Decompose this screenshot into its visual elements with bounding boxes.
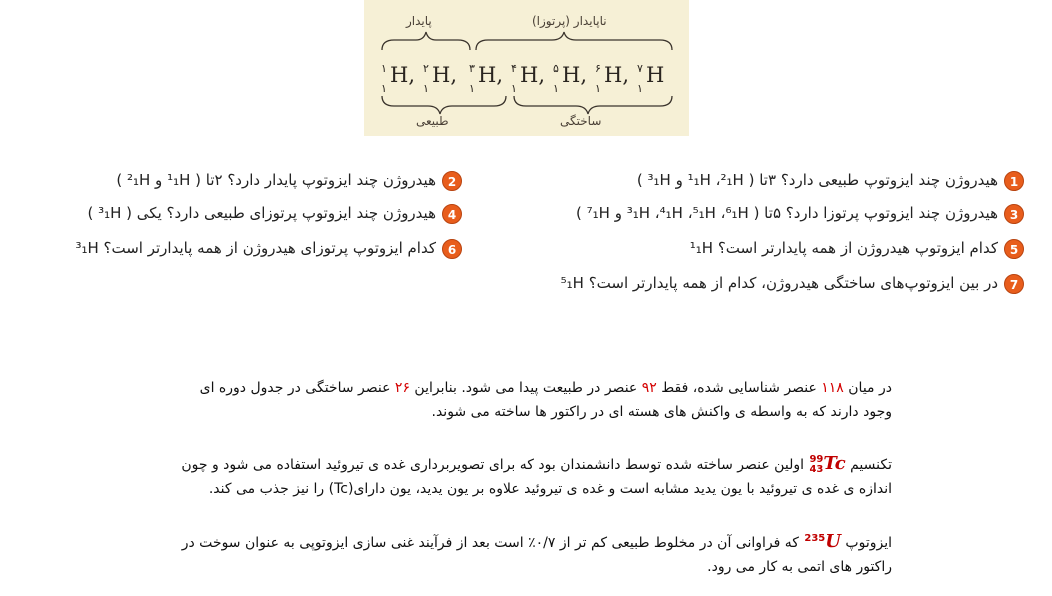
question-3-text: هیدروژن چند ایزوتوپ پرتوزا دارد؟ ۵تا ( ³₁H ،⁴₁H ،⁵₁H ،⁶₁H و ⁷₁H ) bbox=[576, 204, 998, 222]
isotope-h6: ۶ ۱ H, bbox=[595, 62, 630, 95]
label-stable: پایدار bbox=[406, 14, 432, 28]
isotope-h7: ۷ ۱ H bbox=[637, 62, 665, 95]
question-1-text: هیدروژن چند ایزوتوپ طبیعی دارد؟ ۳تا ( ¹₁H ،²₁H و ³₁H ) bbox=[636, 171, 998, 189]
p1-number-26: ۲۶ bbox=[394, 380, 410, 396]
question-1 bbox=[637, 168, 1024, 192]
paragraph-technetium bbox=[172, 452, 892, 501]
isotope-list bbox=[380, 60, 680, 94]
p2-text: اولین عنصر ساخته شده توسط دانشمندان بود که برای تصویربرداری غده ی تیروئید استفاده می شود و چون اندازه ی غده ی تیروئید با یون یدید مشابه است و غده ی تیروئید علاوه بر یون یدید، یون دارای(Tc) را نیز جذب می کند. bbox=[181, 457, 892, 497]
u-mass: 235 bbox=[804, 533, 826, 544]
p3-word: ایزوتوپ bbox=[845, 535, 892, 551]
isotope-h3: ۳ ۱ H, bbox=[469, 62, 504, 95]
label-synthetic: ساختگی bbox=[560, 114, 602, 128]
u-symbol: U bbox=[825, 531, 841, 552]
question-2 bbox=[116, 168, 462, 192]
number-badge-5: 5 bbox=[1004, 239, 1024, 259]
question-4-text: هیدروژن چند ایزوتوپ پرتوزای طبیعی دارد؟ یکی ( ³₁H ) bbox=[87, 204, 436, 222]
question-7 bbox=[561, 271, 1024, 295]
isotope-h1: ۱ ۱ H, bbox=[381, 62, 416, 95]
number-badge-1: 1 bbox=[1004, 171, 1024, 191]
question-6 bbox=[75, 236, 462, 260]
question-6-text: کدام ایزوتوپ پرتوزای هیدروژن از همه پایدارتر است؟ ³₁H bbox=[75, 239, 436, 257]
question-7-text: در بین ایزوتوپ‌های ساختگی هیدروژن، کدام از همه پایدارتر است؟ ⁵₁H bbox=[560, 274, 998, 292]
p1-text-c: عنصر در طبیعت پیدا می شود. بنابراین bbox=[409, 380, 642, 396]
question-3 bbox=[576, 201, 1024, 225]
p1-text-a: در میان bbox=[843, 380, 892, 396]
isotope-h4: ۴ ۱ H, bbox=[511, 62, 546, 95]
isotope-h2: ۲ ۱ H, bbox=[423, 62, 458, 95]
question-4 bbox=[87, 201, 462, 225]
number-badge-2: 2 bbox=[442, 171, 462, 191]
tc-mass-z: 99 43 bbox=[809, 454, 824, 475]
p2-word: تکنسیم bbox=[850, 457, 892, 473]
question-2-text: هیدروژن چند ایزوتوپ پایدار دارد؟ ۲تا ( ¹₁H و ²₁H ) bbox=[116, 171, 436, 189]
label-natural: طبیعی bbox=[416, 114, 449, 128]
isotope-figure bbox=[364, 0, 689, 136]
tc-nuclide bbox=[808, 452, 845, 477]
paragraph-element-count bbox=[172, 376, 892, 424]
p1-number-92: ۹۲ bbox=[641, 380, 657, 396]
number-badge-3: 3 bbox=[1004, 204, 1024, 224]
number-badge-4: 4 bbox=[442, 204, 462, 224]
p3-text: که فراوانی آن در مخلوط طبیعی کم تر از ۰/۷٪ است بعد از فرآیند غنی سازی ایزوتوپی به عنوان سوخت در راکتور های اتمی به کار می رود. bbox=[181, 535, 892, 575]
u-nuclide bbox=[803, 530, 841, 555]
paragraph-uranium bbox=[172, 530, 892, 579]
isotope-h5: ۵ ۱ H, bbox=[553, 62, 588, 95]
question-5-text: کدام ایزوتوپ هیدروژن از همه پایدارتر است؟ ¹₁H bbox=[689, 239, 998, 257]
tc-symbol: Tc bbox=[823, 453, 846, 474]
number-badge-6: 6 bbox=[442, 239, 462, 259]
p1-text-b: عنصر شناسایی شده، فقط bbox=[656, 380, 822, 396]
number-badge-7: 7 bbox=[1004, 274, 1024, 294]
p1-text-d: عنصر ساختگی در جدول دوره ای وجود دارند که به واسطه ی واکنش های هسته ای در راکتور ها ساخته می شوند. bbox=[199, 380, 892, 420]
label-unstable: ناپایدار (پرتوزا) bbox=[532, 14, 607, 28]
question-5 bbox=[690, 236, 1024, 260]
p1-number-118: ۱۱۸ bbox=[821, 380, 844, 396]
